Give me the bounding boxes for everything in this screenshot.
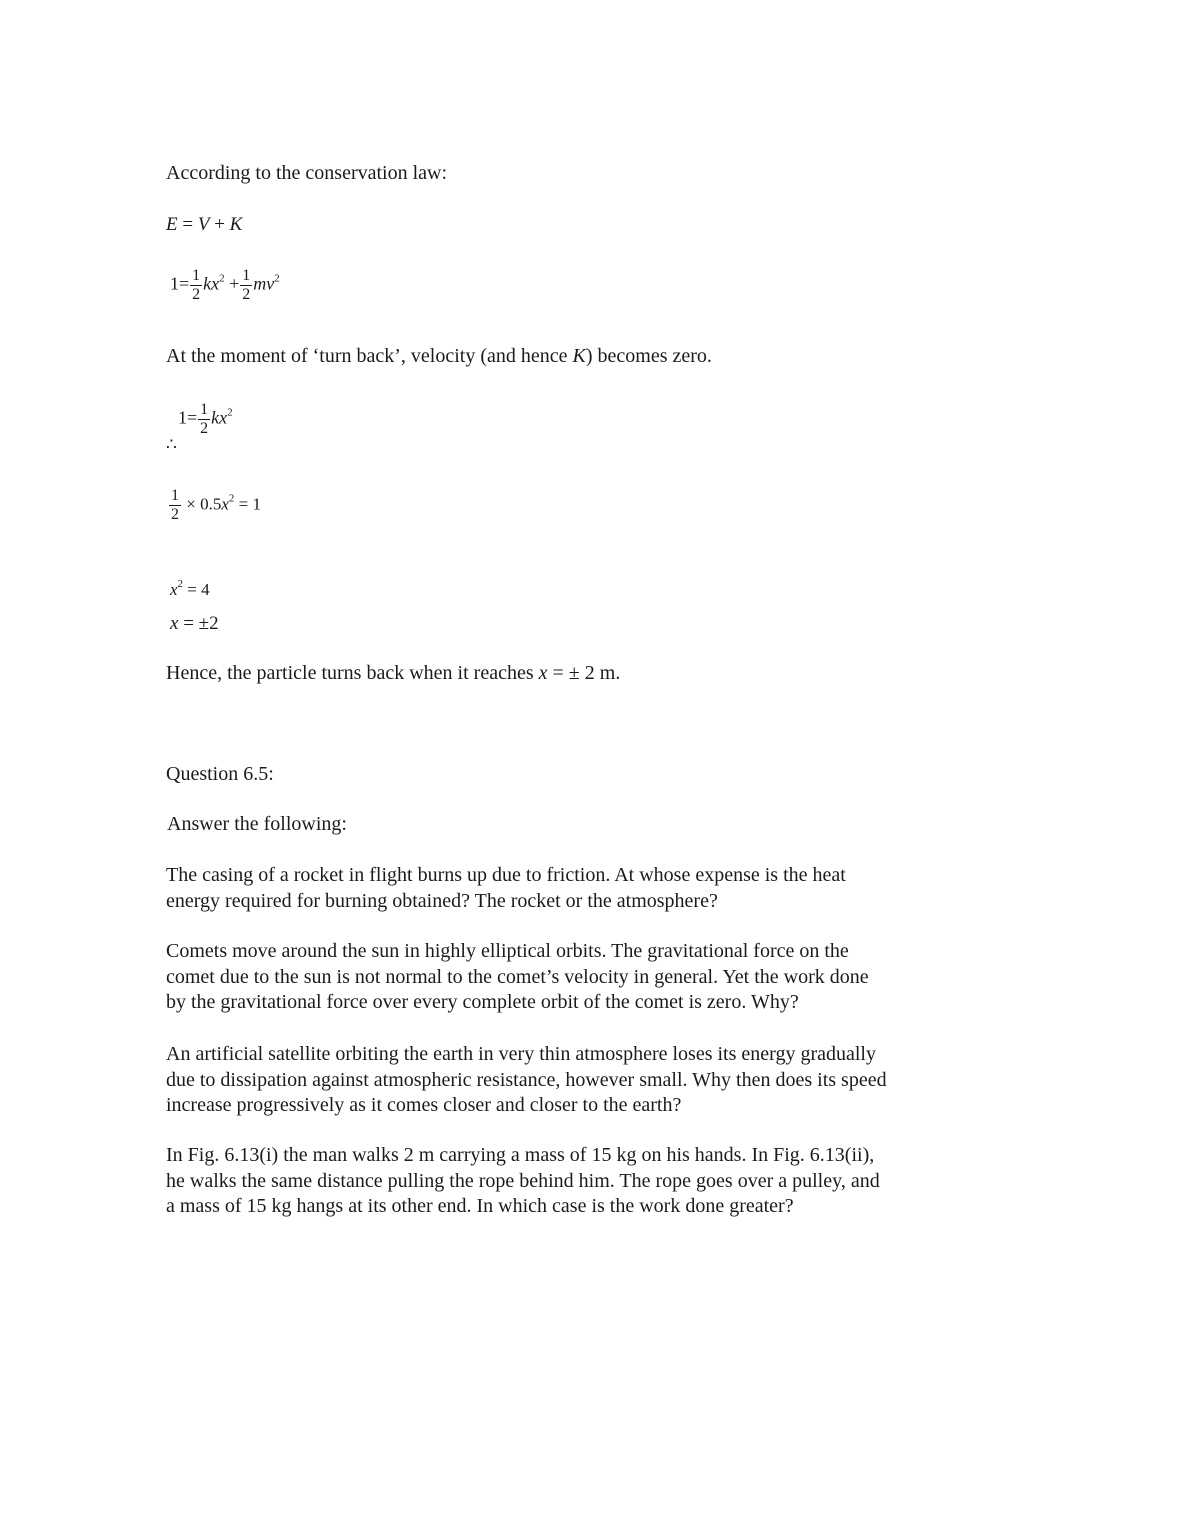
turn-back-text — [166, 346, 712, 366]
eq-energy-k: K — [229, 214, 243, 235]
conclusion-var: x — [538, 662, 548, 684]
eq-turn-exp: 2 — [227, 406, 233, 419]
eq-full-plus: + — [229, 273, 240, 294]
question-line: he walks the same distance pulling the rope behind him. The rope goes over a pulley, and — [166, 1169, 880, 1192]
therefore-symbol: ∴ — [166, 435, 177, 454]
equation-total-energy — [170, 268, 280, 303]
eq-full-exp1: 2 — [219, 272, 225, 285]
question-prompt: Answer the following: — [167, 813, 347, 835]
eq-sub-var: x — [221, 494, 229, 514]
equation-substitution — [168, 488, 261, 523]
eq-turn-equals: = — [187, 407, 198, 428]
fraction-half — [169, 488, 181, 523]
fraction-denominator: 2 — [192, 286, 201, 303]
question-line: a mass of 15 kg hangs at its other end. In which case is the work done greater? — [166, 1195, 794, 1217]
eq-full-term-kx: kx — [203, 273, 220, 294]
turn-back-k: K — [572, 345, 586, 367]
conclusion-before: Hence, the particle turns back when it reaches — [166, 662, 539, 684]
fraction-numerator: 1 — [171, 487, 179, 504]
conclusion-text — [166, 663, 620, 683]
eq-turn-term: kx — [211, 407, 228, 428]
equation-x-squared — [170, 578, 210, 599]
question-line: by the gravitational force over every complete orbit of the comet is zero. Why? — [166, 991, 799, 1013]
eq-energy-plus: + — [214, 214, 225, 235]
fraction-denominator: 2 — [242, 286, 251, 303]
question-line: In Fig. 6.13(i) the man walks 2 m carrying a mass of 15 kg on his hands. In Fig. 6.13(ii), — [166, 1144, 875, 1166]
question-line: increase progressively as it comes closer and closer to the earth? — [166, 1094, 682, 1116]
question-item-man-walking — [166, 1143, 986, 1220]
eq-sub-rest: × 0.5 — [186, 494, 222, 514]
eq-energy-equals: = — [182, 214, 194, 235]
question-title: Question 6.5: — [166, 763, 274, 785]
eq-full-exp2: 2 — [274, 272, 280, 285]
fraction-denominator: 2 — [200, 420, 209, 437]
question-line: Comets move around the sun in highly elliptical orbits. The gravitational force on the — [166, 940, 849, 962]
conclusion-after: = ± 2 m. — [547, 662, 621, 684]
eq-sq-var: x — [170, 580, 178, 599]
eq-sub-result: = 1 — [238, 494, 261, 514]
fraction-numerator: 1 — [192, 267, 201, 284]
eq-full-term-mv: mv — [253, 273, 275, 294]
fraction-half — [198, 402, 210, 437]
question-line: energy required for burning obtained? The rocket or the atmosphere? — [166, 889, 718, 912]
question-line: The casing of a rocket in flight burns up due to friction. At whose expense is the heat — [166, 864, 846, 886]
fraction-denominator: 2 — [171, 506, 179, 523]
fraction-numerator: 1 — [242, 267, 251, 284]
eq-root-var: x — [170, 613, 179, 634]
eq-sq-result: = 4 — [187, 580, 210, 599]
fraction-numerator: 1 — [200, 401, 209, 418]
equation-turn-back — [178, 402, 233, 437]
question-line: due to dissipation against atmospheric resistance, however small. Why then does its speed — [166, 1068, 887, 1091]
conservation-intro: According to the conservation law: — [166, 162, 448, 184]
question-item-rocket — [166, 863, 986, 914]
eq-full-equals: = — [179, 273, 190, 294]
eq-root-result: = ±2 — [183, 613, 219, 634]
eq-sub-exp: 2 — [228, 492, 235, 505]
question-item-comets — [166, 939, 986, 1016]
eq-full-lhs: 1 — [170, 273, 179, 294]
eq-energy-v: V — [197, 214, 210, 235]
eq-sq-exp: 2 — [177, 578, 184, 590]
eq-energy-e: E — [166, 214, 178, 235]
question-item-satellite — [166, 1042, 986, 1119]
question-line: An artificial satellite orbiting the earth in very thin atmosphere loses its energy gradually — [166, 1043, 876, 1065]
turn-back-before: At the moment of ‘turn back’, velocity (and hence — [166, 345, 573, 367]
equation-energy — [166, 215, 242, 234]
equation-x-root — [170, 614, 219, 633]
fraction-half — [190, 268, 202, 303]
turn-back-after: ) becomes zero. — [585, 345, 712, 367]
eq-turn-lhs: 1 — [178, 407, 187, 428]
question-line: comet due to the sun is not normal to the comet’s velocity in general. Yet the work done — [166, 965, 869, 988]
fraction-half — [240, 268, 252, 303]
